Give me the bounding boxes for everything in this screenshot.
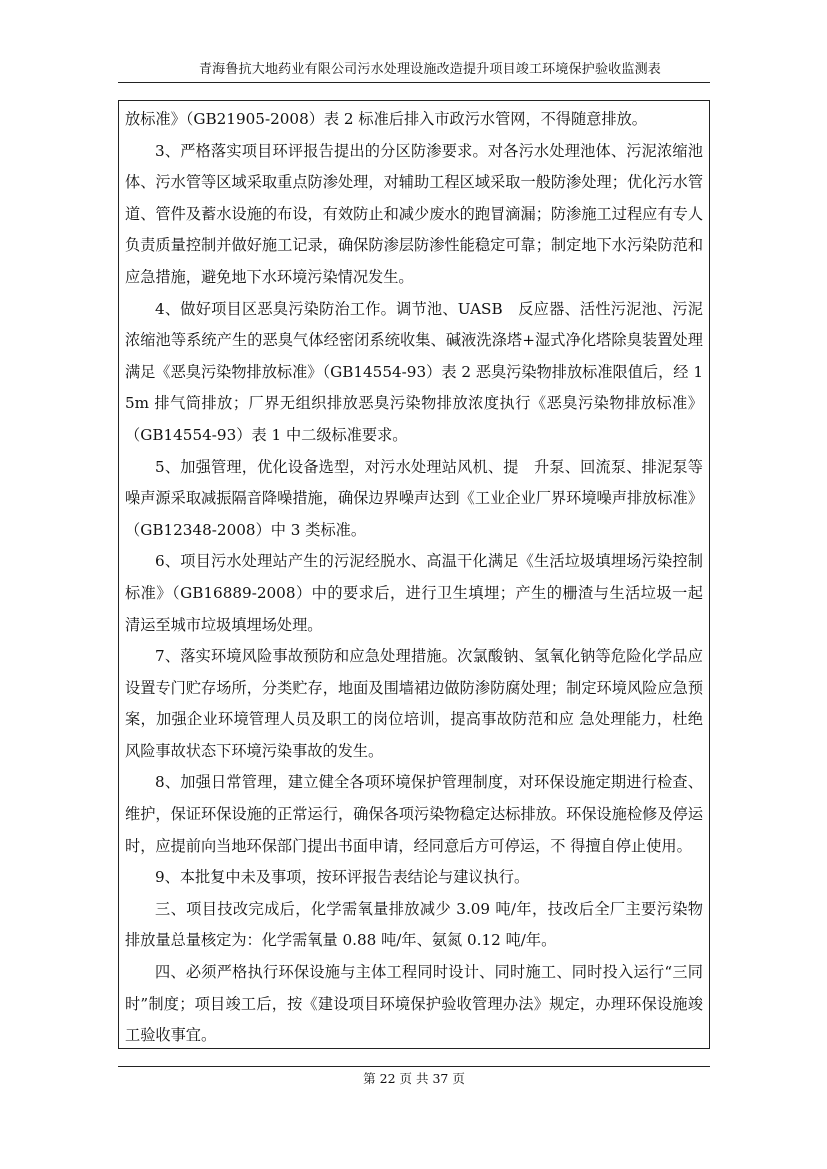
paragraph-continuation: 放标准》（GB21905-2008）表 2 标准后排入市政污水管网，不得随意排放。 (125, 110, 647, 128)
paragraph-item-8-management: 8、加强日常管理，建立健全各项环境保护管理制度，对环保设施定期进行检查、维护，保证环保设施的正常运行，确保各项污染物稳定达标排放。环保设施检修及停运时，应提前向当地环保部门提出书面申请，经同意后方可停运，不 得擅自停止使用。 (125, 773, 703, 855)
content-table-cell (118, 100, 710, 1049)
paragraph-item-4-odor: 4、做好项目区恶臭污染防治工作。调节池、UASB 反应器、活性污泥池、污泥浓缩池等系统产生的恶臭气体经密闭系统收集、碱液洗涤塔+湿式净化塔除臭装置处理满足《恶臭污染物排放标准》（GB14554-93）表 2 恶臭污染物排放标准限值后，经 15m 排气筒排放；厂界无组织排放恶臭污染物排放浓度执行《恶臭污染物排放标准》（GB14554-93）表 1 中二级标准要求。 (125, 299, 703, 444)
header-divider (118, 82, 710, 83)
paragraph-item-3-seepage: 3、严格落实项目环评报告提出的分区防渗要求。对各污水处理池体、污泥浓缩池体、污水管等区域采取重点防渗处理，对辅助工程区域采取一般防渗处理；优化污水管道、管件及蓄水设施的布设，有效防止和减少废水的跑冒滴漏；防渗施工过程应有专人负责质量控制并做好施工记录，确保防渗层防渗性能稳定可靠；制定地下水污染防范和应急措施，避免地下水环境污染情况发生。 (125, 141, 703, 286)
document-header-title: 青海鲁抗大地药业有限公司污水处理设施改造提升项目竣工环境保护验收监测表 (198, 62, 661, 77)
paragraph-item-7-risk: 7、落实环境风险事故预防和应急处理措施。次氯酸钠、氢氧化钠等危险化学品应设置专门贮存场所，分类贮存，地面及围墙裙边做防渗防腐处理；制定环境风险应急预案，加强企业环境管理人员及职工的岗位培训，提高事故防范和应 急处理能力，杜绝风险事故状态下环境污染事故的发生。 (125, 647, 703, 760)
paragraph-item-6-sludge: 6、项目污水处理站产生的污泥经脱水、高温干化满足《生活垃圾填埋场污染控制标准》（GB16889-2008）中的要求后，进行卫生填埋；产生的栅渣与生活垃圾一起清运至城市垃圾填埋场处理。 (125, 552, 703, 634)
page-number: 第 22 页 共 37 页 (363, 1071, 465, 1086)
footer-divider (118, 1066, 710, 1067)
paragraph-item-9-other: 9、本批复中未及事项，按环评报告表结论与建议执行。 (155, 868, 530, 887)
paragraph-section-3-emissions: 三、项目技改完成后，化学需氧量排放减少 3.09 吨/年，技改后全厂主要污染物排放量总量核定为：化学需氧量 0.88 吨/年、氨氮 0.12 吨/年。 (125, 899, 703, 950)
paragraph-section-4-three-simultaneous: 四、必须严格执行环保设施与主体工程同时设计、同时施工、同时投入运行“三同时”制度；项目竣工后，按《建设项目环境保护验收管理办法》规定，办理环保设施竣工验收事宜。 (125, 963, 703, 1045)
approval-text-body (125, 104, 703, 1052)
paragraph-item-5-noise: 5、加强管理，优化设备选型，对污水处理站风机、提 升泵、回流泵、排泥泵等噪声源采取减振隔音降噪措施，确保边界噪声达到《工业企业厂界环境噪声排放标准》（GB12348-2008）中 3 类标准。 (125, 457, 703, 539)
